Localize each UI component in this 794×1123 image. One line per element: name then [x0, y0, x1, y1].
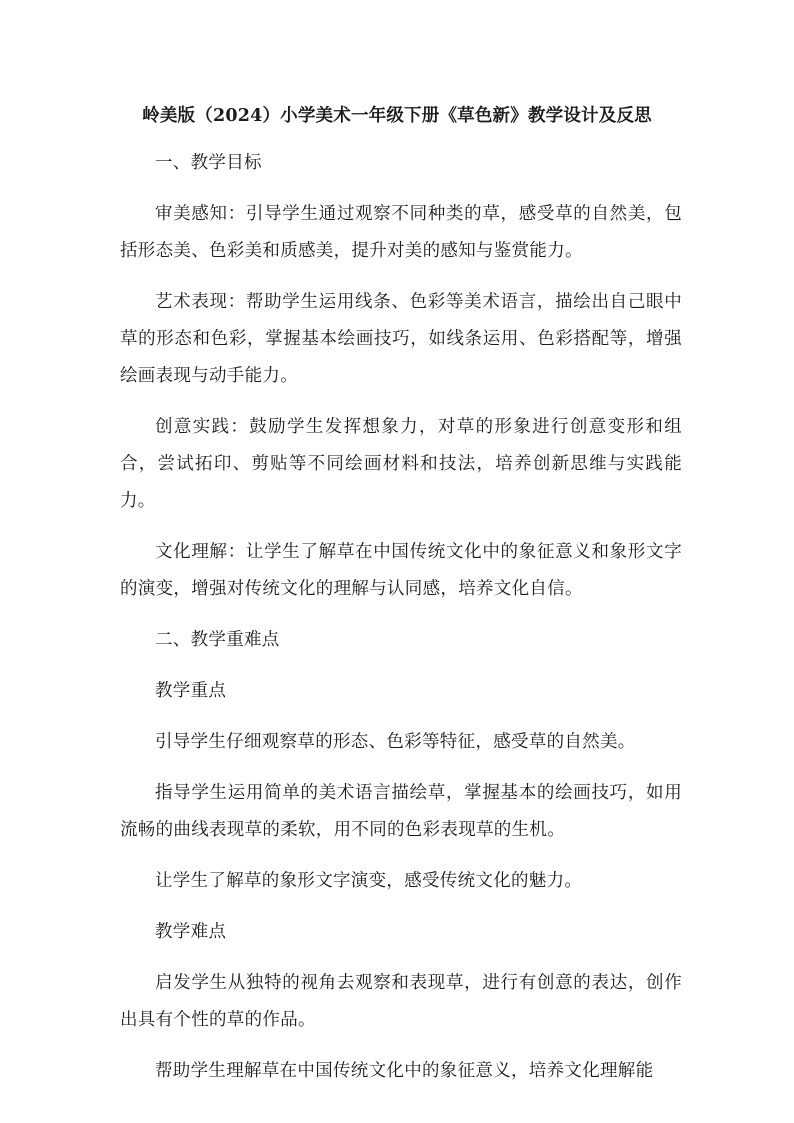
- paragraph-cultural-understanding: 文化理解：让学生了解草在中国传统文化中的象征意义和象形文字的演变，增强对传统文化的理解与认同感，培养文化自信。: [120, 542, 682, 599]
- paragraph-difficulty-1: 启发学生从独特的视角去观察和表现草，进行有创意的表达，创作出具有个性的草的作品。: [120, 973, 682, 1030]
- paragraph-difficulty-2: 帮助学生理解草在中国传统文化中的象征意义，培养文化理解能: [155, 1061, 654, 1081]
- paragraph-key-point-2: 指导学生运用简单的美术语言描绘草，掌握基本的绘画技巧，如用流畅的曲线表现草的柔软，用不同的色彩表现草的生机。: [120, 783, 682, 840]
- paragraph-key-point-1: 引导学生仔细观察草的形态、色彩等特征，感受草的自然美。: [155, 732, 636, 752]
- document-body: [120, 145, 682, 1104]
- section-heading-key-points: 二、教学重难点: [155, 630, 280, 650]
- paragraph-artistic-expression: 艺术表现：帮助学生运用线条、色彩等美术语言，描绘出自己眼中草的形态和色彩，掌握基本绘画技巧，如线条运用、色彩搭配等，增强绘画表现与动手能力。: [120, 292, 682, 386]
- section-heading-objectives: 一、教学目标: [155, 153, 262, 173]
- paragraph-aesthetic-perception: 审美感知：引导学生通过观察不同种类的草，感受草的自然美，包括形态美、色彩美和质感美，提升对美的感知与鉴赏能力。: [120, 204, 682, 261]
- paragraph-creative-practice: 创意实践：鼓励学生发挥想象力，对草的形象进行创意变形和组合，尝试拓印、剪贴等不同绘画材料和技法，培养创新思维与实践能力。: [120, 417, 682, 511]
- subheading-difficulties: 教学难点: [155, 922, 227, 942]
- document-title: 岭美版（2024）小学美术一年级下册《草色新》教学设计及反思: [142, 106, 652, 126]
- subheading-key-points: 教学重点: [155, 681, 227, 701]
- paragraph-key-point-3: 让学生了解草的象形文字演变，感受传统文化的魅力。: [155, 871, 583, 891]
